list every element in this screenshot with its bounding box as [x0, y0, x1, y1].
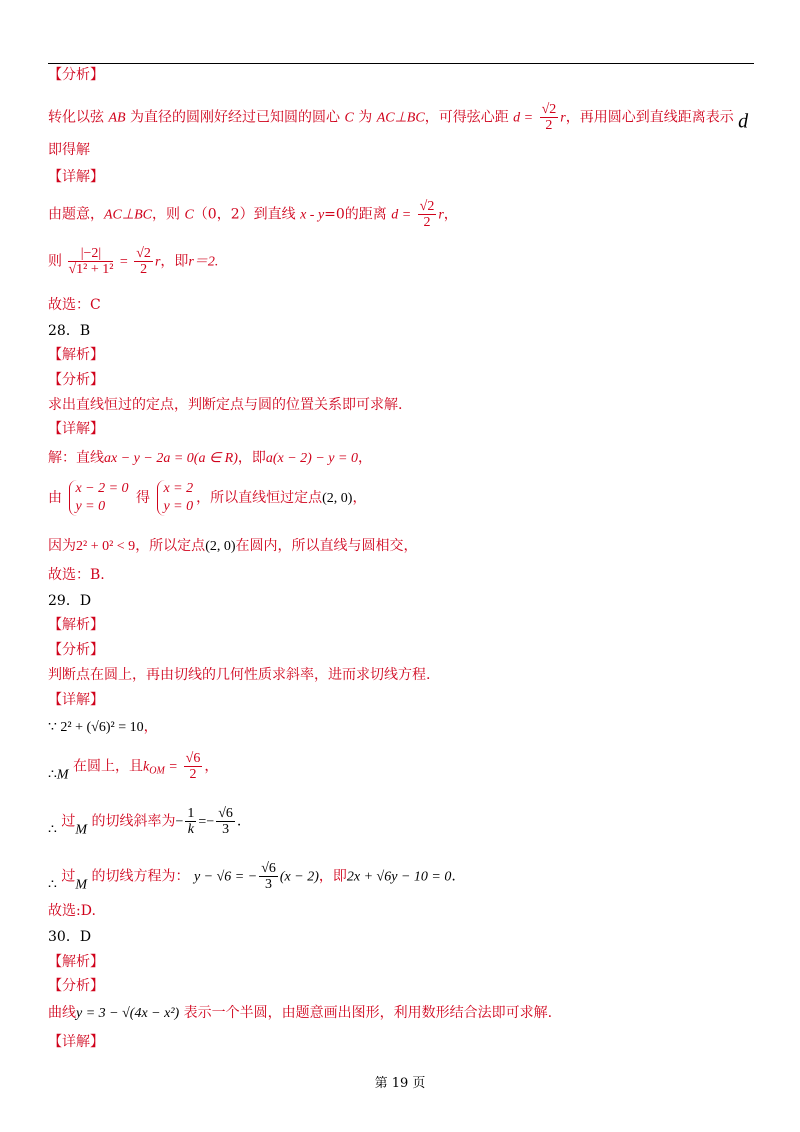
solution-heading-30: 【解析】	[48, 954, 104, 970]
detail-line1-28: 解：直线ax − y − 2a = 0(a ∈ R)，即a(x − 2) − y = 0，	[48, 450, 372, 466]
analysis-heading-28: 【分析】	[48, 372, 104, 388]
choice-27: 故选：C	[48, 297, 101, 313]
solution-heading-29: 【解析】	[48, 617, 104, 633]
solution-heading-28: 【解析】	[48, 347, 104, 363]
analysis-text-27: 转化以弦 AB 为直径的圆刚好经过已知圆的圆心 C 为 AC⊥BC，可得弦心距 d = $\frac{√2}{2}$ r，再用圆心到直线距离表示 d	[48, 102, 749, 133]
analysis-text-29: 判断点在圆上，再由切线的几何性质求斜率，进而求切线方程.	[48, 667, 431, 683]
detail-line2-28: 由 x − 2 = 0 y = 0 得 x = 2 y = 0 ，所以直线恒过定点(2, 0)，	[48, 481, 367, 514]
detail-line2-27: 则 $\frac{|-2|}{\text{√1² + 1²}}$ = $\frac{√2}{2}$ r，即r＝2.	[48, 246, 219, 277]
detail-line3-29: ∴ 过M 的切线斜率为− $\frac{1}{k}$ =− $\frac{√6}{3}$ .	[48, 806, 242, 838]
fraction-sqrt6-over-2: $\frac{√6}{2}$	[185, 751, 201, 782]
equation-system-1: x − 2 = 0 y = 0	[69, 480, 128, 516]
detail-line1-29: ∵ 2² + (√6)² = 10，	[48, 719, 158, 735]
detail-line2-29: ∴M 在圆上，且$k_{OM}$ = $\frac{√6}{2}$ ，	[48, 751, 219, 783]
detail-heading-29: 【详解】	[48, 692, 104, 708]
page-footer: 第 19 页	[374, 1076, 426, 1091]
fraction-sqrt6-over-3: $\frac{√6}{3}$	[218, 806, 233, 837]
fraction-sqrt2-over-2: $\frac{√2}{2}$	[136, 246, 151, 277]
detail-heading-28: 【详解】	[48, 421, 104, 437]
detail-line1-27: 由题意，AC⊥BC，则 C（0，2）到直线 x - y=0的距离 d = $\frac{√2}{2}$ r，	[48, 199, 458, 230]
top-rule	[48, 63, 754, 64]
fraction-sqrt2-over-2: $\frac{√2}{2}$	[419, 199, 435, 230]
analysis-heading-27: 【分析】	[48, 67, 104, 83]
analysis-end-27: 即得解	[48, 142, 90, 158]
question-number-30: 30．D	[48, 929, 92, 945]
equation-system-2: x = 2 y = 0	[157, 480, 193, 516]
analysis-text-28: 求出直线恒过的定点，判断定点与圆的位置关系即可求解.	[48, 397, 403, 413]
question-number-28: 28．B	[48, 323, 91, 339]
choice-29: 故选:D.	[48, 903, 96, 919]
analysis-text-30: 曲线y = 3 − √(4x − x²) 表示一个半圆，由题意画出图形，利用数形结合法即可求解.	[48, 1005, 553, 1021]
choice-28: 故选：B.	[48, 567, 105, 583]
fraction-sqrt2-over-2: $\frac{√2}{2}$	[541, 102, 557, 133]
question-number-29: 29．D	[48, 593, 92, 609]
detail-heading-27: 【详解】	[48, 169, 104, 185]
analysis-heading-30: 【分析】	[48, 978, 104, 994]
detail-line4-29: ∴ 过M 的切线方程为： y − √6 = − $\frac{√6}{3}$ (x − 2)，即2x + √6y − 10 = 0.	[48, 861, 456, 893]
detail-line3-28: 因为2² + 0² < 9，所以定点(2, 0)在圆内，所以直线与圆相交，	[48, 538, 418, 554]
fraction-distance: $\frac{|-2|}{\text{√1² + 1²}}$	[68, 246, 114, 277]
analysis-heading-29: 【分析】	[48, 642, 104, 658]
fraction-neg-reciprocal: $\frac{1}{k}$	[187, 806, 195, 837]
fraction-tangent-slope: $\frac{√6}{3}$	[261, 861, 276, 892]
detail-heading-30: 【详解】	[48, 1034, 104, 1050]
